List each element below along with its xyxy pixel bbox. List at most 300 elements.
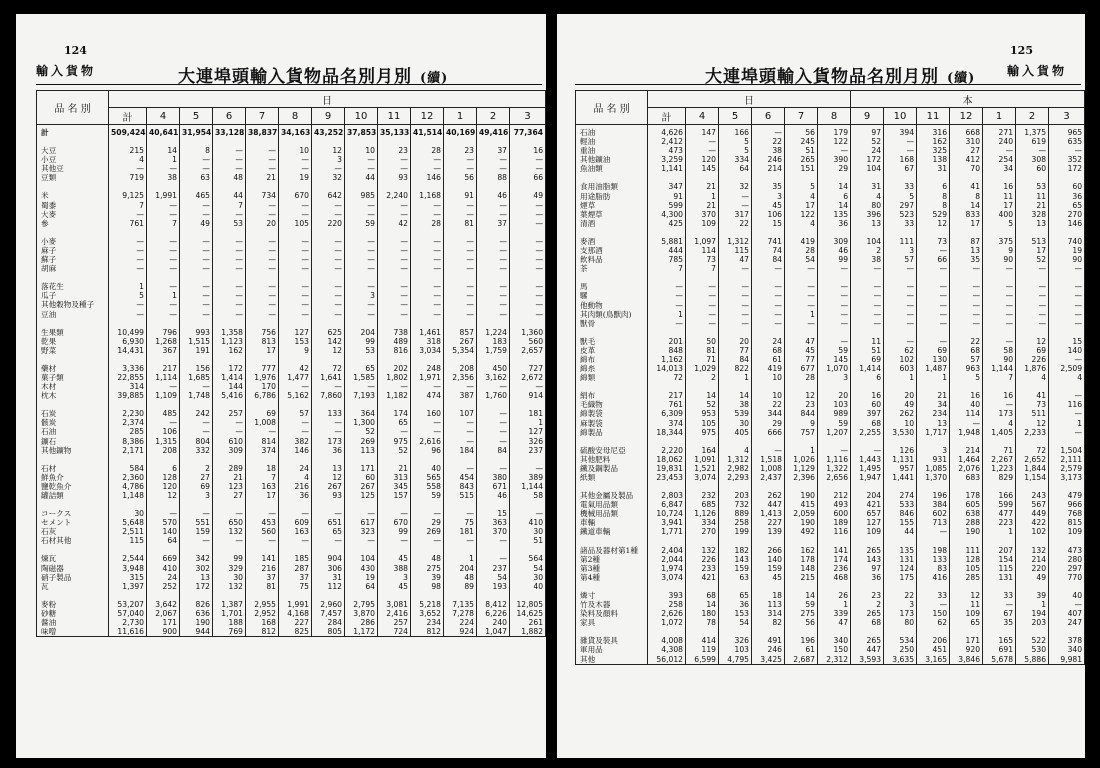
- month-cell: 14: [818, 182, 851, 191]
- month-cell: 419: [785, 237, 818, 246]
- month-cell: —: [686, 310, 719, 319]
- month-cell: 289: [213, 464, 246, 473]
- month-cell: 155: [884, 518, 917, 527]
- row-label: 車輛: [576, 518, 648, 527]
- month-cell: 62: [917, 618, 950, 627]
- month-cell: 13: [851, 219, 884, 228]
- month-column-header: 12: [950, 108, 983, 125]
- month-cell: 17: [950, 219, 983, 228]
- spacer-cell: [950, 582, 983, 591]
- spacer-cell: [510, 137, 546, 146]
- month-cell: —: [752, 264, 785, 273]
- month-cell: 262: [884, 409, 917, 418]
- table-row: [37, 554, 546, 563]
- month-cell: —: [444, 509, 477, 518]
- month-cell: —: [279, 237, 312, 246]
- month-cell: 15: [477, 509, 510, 518]
- month-cell: —: [378, 536, 411, 545]
- month-cell: 142: [312, 337, 345, 346]
- month-cell: 166: [719, 125, 752, 138]
- row-label: 石材其他: [37, 536, 109, 545]
- month-cell: 4: [719, 446, 752, 455]
- month-cell: 370: [686, 210, 719, 219]
- spacer-cell: [109, 500, 147, 509]
- month-cell: 6: [818, 192, 851, 201]
- month-cell: 274: [884, 491, 917, 500]
- month-cell: 1,114: [147, 373, 180, 382]
- month-cell: 29: [818, 164, 851, 173]
- row-label: 醤油: [37, 618, 109, 627]
- spacer-cell: [752, 328, 785, 337]
- total-cell: 10,499: [109, 328, 147, 337]
- spacer-cell: [884, 173, 917, 182]
- month-cell: 173: [884, 609, 917, 618]
- left-page: [16, 14, 546, 758]
- month-cell: 1,991: [279, 600, 312, 609]
- row-label: セメント: [37, 518, 109, 527]
- month-cell: 23: [785, 400, 818, 409]
- spacer-cell: [312, 228, 345, 237]
- month-cell: —: [444, 264, 477, 273]
- spacer-row: [37, 228, 546, 237]
- month-cell: 162: [213, 346, 246, 355]
- month-cell: —: [147, 210, 180, 219]
- month-cell: 1: [1049, 419, 1085, 428]
- month-cell: 1,518: [752, 455, 785, 464]
- month-cell: 59: [345, 219, 378, 228]
- spacer-cell: [109, 400, 147, 409]
- month-cell: 3,425: [752, 655, 785, 665]
- total-cell: 56,012: [648, 655, 686, 665]
- spacer-row: [576, 228, 1085, 237]
- spacer-cell: [312, 400, 345, 409]
- month-cell: 636: [180, 609, 213, 618]
- month-cell: 56: [444, 173, 477, 182]
- month-cell: 3: [180, 491, 213, 500]
- month-cell: 180: [686, 609, 719, 618]
- total-cell: 53,207: [109, 600, 147, 609]
- spacer-cell: [851, 537, 884, 546]
- table-row: [37, 536, 546, 545]
- table-row: [37, 446, 546, 455]
- spacer-cell: [312, 500, 345, 509]
- month-cell: 4: [279, 473, 312, 482]
- month-cell: 3,081: [378, 600, 411, 609]
- spacer-cell: [147, 455, 180, 464]
- spacer-row: [576, 273, 1085, 282]
- month-cell: 2,416: [378, 609, 411, 618]
- month-cell: 269: [411, 527, 444, 536]
- total-cell: —: [109, 210, 147, 219]
- month-cell: 275: [411, 564, 444, 573]
- spacer-cell: [510, 228, 546, 237]
- total-cell: 2,374: [109, 418, 147, 427]
- month-cell: —: [477, 210, 510, 219]
- month-cell: 2,111: [1049, 455, 1085, 464]
- spacer-cell: [950, 627, 983, 636]
- month-cell: 1,360: [510, 328, 546, 337]
- month-cell: 207: [983, 546, 1016, 555]
- spacer-cell: [147, 273, 180, 282]
- month-cell: 133: [917, 555, 950, 564]
- month-cell: —: [246, 282, 279, 291]
- row-label: 機械用品類: [576, 509, 648, 518]
- month-cell: —: [719, 319, 752, 328]
- month-cell: —: [477, 246, 510, 255]
- spacer-cell: [648, 582, 686, 591]
- month-cell: —: [444, 427, 477, 436]
- month-cell: 21: [686, 201, 719, 210]
- month-cell: 21: [1016, 201, 1049, 210]
- month-cell: —: [180, 237, 213, 246]
- spacer-cell: [477, 455, 510, 464]
- month-cell: —: [213, 427, 246, 436]
- month-cell: 407: [1049, 609, 1085, 618]
- month-cell: 30: [510, 573, 546, 582]
- month-cell: 410: [510, 518, 546, 527]
- month-cell: 814: [246, 437, 279, 446]
- month-cell: —: [950, 291, 983, 300]
- month-cell: 42: [279, 364, 312, 373]
- month-cell: 26: [818, 591, 851, 600]
- month-cell: 1,129: [785, 464, 818, 473]
- month-cell: 202: [378, 364, 411, 373]
- month-cell: 52: [345, 427, 378, 436]
- spacer-cell: [818, 437, 851, 446]
- table-row: [37, 282, 546, 291]
- month-cell: 120: [147, 482, 180, 491]
- month-cell: 193: [477, 582, 510, 591]
- spacer-cell: [851, 382, 884, 391]
- month-cell: 326: [510, 437, 546, 446]
- total-cell: 785: [648, 255, 686, 264]
- spacer-cell: [1049, 627, 1085, 636]
- month-cell: —: [884, 310, 917, 319]
- row-label: 家具: [576, 618, 648, 627]
- month-cell: 16: [983, 391, 1016, 400]
- row-label: 其他金屬及製品: [576, 491, 648, 500]
- spacer-cell: [37, 273, 109, 282]
- month-cell: 37: [477, 146, 510, 155]
- row-label: 重油: [576, 146, 648, 155]
- month-cell: 989: [818, 409, 851, 418]
- month-cell: 58: [983, 346, 1016, 355]
- month-cell: —: [180, 155, 213, 164]
- table-row: [576, 355, 1085, 364]
- month-cell: 309: [213, 446, 246, 455]
- month-cell: 734: [246, 191, 279, 200]
- row-label: 第4種: [576, 573, 648, 582]
- spacer-cell: [510, 400, 546, 409]
- month-cell: 1,504: [1049, 446, 1085, 455]
- month-cell: 33: [917, 591, 950, 600]
- month-cell: 826: [180, 600, 213, 609]
- table-row: [576, 264, 1085, 273]
- table-row: [37, 473, 546, 482]
- month-cell: 267: [444, 337, 477, 346]
- month-cell: 1,126: [686, 509, 719, 518]
- table-row: [576, 282, 1085, 291]
- month-cell: —: [917, 301, 950, 310]
- month-cell: —: [818, 446, 851, 455]
- month-cell: —: [686, 282, 719, 291]
- spacer-cell: [246, 500, 279, 509]
- spacer-cell: [884, 273, 917, 282]
- title-continued: (續): [947, 71, 976, 86]
- total-cell: 14,431: [109, 346, 147, 355]
- row-label: 麻製袋: [576, 419, 648, 428]
- month-cell: —: [378, 155, 411, 164]
- title-text: 大連埠頭輸入貨物品名別月別: [705, 67, 939, 87]
- month-cell: 237: [510, 446, 546, 455]
- spacer-cell: [950, 382, 983, 391]
- month-cell: 216: [246, 564, 279, 573]
- row-label: 計: [37, 125, 109, 138]
- total-cell: 4,308: [648, 645, 686, 654]
- row-label: 石灰: [37, 527, 109, 536]
- month-cell: 67: [983, 609, 1016, 618]
- month-cell: 19: [1049, 246, 1085, 255]
- month-cell: 430: [345, 564, 378, 573]
- month-cell: —: [312, 310, 345, 319]
- spacer-cell: [752, 482, 785, 491]
- month-cell: 130: [917, 355, 950, 364]
- month-cell: 145: [686, 164, 719, 173]
- total-cell: 2,511: [109, 527, 147, 536]
- month-cell: —: [917, 310, 950, 319]
- table-row: [576, 364, 1085, 373]
- spacer-cell: [950, 173, 983, 182]
- spacer-cell: [180, 273, 213, 282]
- month-cell: 93: [312, 491, 345, 500]
- total-cell: 4,626: [648, 125, 686, 138]
- month-cell: —: [686, 301, 719, 310]
- month-cell: —: [345, 264, 378, 273]
- month-cell: 198: [917, 546, 950, 555]
- spacer-cell: [246, 228, 279, 237]
- month-cell: —: [378, 291, 411, 300]
- spacer-cell: [378, 500, 411, 509]
- month-cell: 93: [378, 173, 411, 182]
- month-cell: 534: [884, 636, 917, 645]
- spacer-cell: [851, 173, 884, 182]
- table-row: [576, 546, 1085, 555]
- spacer-cell: [510, 355, 546, 364]
- spacer-cell: [752, 382, 785, 391]
- month-cell: 1,947: [851, 473, 884, 482]
- month-cell: 9,981: [1049, 655, 1085, 665]
- month-cell: 65: [950, 618, 983, 627]
- table-row: [37, 146, 546, 155]
- total-cell: 1,162: [648, 355, 686, 364]
- month-cell: —: [510, 509, 546, 518]
- month-cell: —: [1049, 291, 1085, 300]
- total-cell: 2,412: [648, 137, 686, 146]
- month-cell: —: [213, 509, 246, 518]
- month-cell: 68: [950, 346, 983, 355]
- spacer-cell: [851, 228, 884, 237]
- table-row: [576, 291, 1085, 300]
- month-cell: 38,837: [246, 125, 279, 138]
- month-cell: —: [345, 255, 378, 264]
- spacer-cell: [884, 382, 917, 391]
- month-cell: 657: [851, 509, 884, 518]
- total-cell: —: [109, 246, 147, 255]
- spacer-cell: [884, 482, 917, 491]
- month-cell: 3: [917, 446, 950, 455]
- month-cell: —: [213, 418, 246, 427]
- title-continued: (續): [420, 71, 449, 86]
- month-cell: 1,144: [983, 364, 1016, 373]
- month-cell: 523: [884, 210, 917, 219]
- month-cell: 226: [686, 555, 719, 564]
- month-cell: 668: [950, 125, 983, 138]
- month-cell: —: [444, 237, 477, 246]
- month-cell: —: [378, 201, 411, 210]
- total-cell: 6,309: [648, 409, 686, 418]
- row-label: 其他鑛物: [37, 446, 109, 455]
- table-row: [576, 564, 1085, 573]
- row-label: 小麥: [37, 237, 109, 246]
- spacer-cell: [37, 182, 109, 191]
- month-cell: 40: [1049, 591, 1085, 600]
- spacer-cell: [279, 355, 312, 364]
- row-label: 大麥: [37, 210, 109, 219]
- month-cell: —: [752, 282, 785, 291]
- month-cell: 14: [818, 201, 851, 210]
- spacer-cell: [444, 591, 477, 600]
- month-cell: 150: [818, 645, 851, 654]
- spacer-cell: [147, 400, 180, 409]
- month-cell: 2,233: [1016, 428, 1049, 437]
- month-cell: 131: [884, 555, 917, 564]
- month-cell: —: [213, 246, 246, 255]
- spacer-cell: [246, 455, 279, 464]
- spacer-cell: [213, 400, 246, 409]
- month-cell: 49,416: [477, 125, 510, 138]
- month-cell: 45: [752, 573, 785, 582]
- row-label: 煉瓦: [37, 554, 109, 563]
- spacer-row: [37, 319, 546, 328]
- month-cell: 36: [719, 600, 752, 609]
- month-cell: —: [213, 164, 246, 173]
- month-cell: 99: [345, 337, 378, 346]
- month-cell: 558: [411, 482, 444, 491]
- month-cell: 172: [180, 582, 213, 591]
- month-cell: 741: [752, 237, 785, 246]
- spacer-cell: [884, 537, 917, 546]
- month-cell: 77,364: [510, 125, 546, 138]
- row-label: 胡麻: [37, 264, 109, 273]
- month-cell: 38: [147, 173, 180, 182]
- month-cell: 23: [378, 146, 411, 155]
- month-cell: 12: [1016, 419, 1049, 428]
- month-cell: 147: [686, 125, 719, 138]
- month-cell: —: [378, 246, 411, 255]
- month-column-header: 6: [213, 108, 246, 125]
- spacer-cell: [917, 437, 950, 446]
- month-cell: 96: [411, 446, 444, 455]
- spacer-cell: [246, 545, 279, 554]
- month-cell: 13: [180, 573, 213, 582]
- spacer-cell: [477, 273, 510, 282]
- spacer-cell: [411, 182, 444, 191]
- month-cell: 27: [180, 473, 213, 482]
- month-cell: 7,457: [312, 609, 345, 618]
- month-cell: 164: [686, 446, 719, 455]
- month-cell: 83: [917, 564, 950, 573]
- table-row: [37, 437, 546, 446]
- month-cell: 30: [213, 573, 246, 582]
- month-cell: 364: [345, 409, 378, 418]
- spacer-cell: [411, 355, 444, 364]
- spacer-cell: [785, 537, 818, 546]
- month-cell: 56: [785, 125, 818, 138]
- month-cell: 37: [477, 219, 510, 228]
- month-cell: 914: [510, 391, 546, 400]
- row-label: 鐵道車輛: [576, 527, 648, 536]
- month-cell: —: [378, 264, 411, 273]
- spacer-cell: [345, 137, 378, 146]
- month-cell: 1,414: [851, 364, 884, 373]
- row-label: 蜀黍: [37, 201, 109, 210]
- month-cell: 234: [411, 618, 444, 627]
- month-cell: 40: [510, 582, 546, 591]
- month-cell: 48: [411, 554, 444, 563]
- month-cell: 7: [983, 373, 1016, 382]
- spacer-cell: [147, 137, 180, 146]
- month-cell: 34,163: [279, 125, 312, 138]
- table-row: [576, 301, 1085, 310]
- spacer-row: [576, 328, 1085, 337]
- month-cell: 24: [752, 337, 785, 346]
- month-cell: 975: [686, 428, 719, 437]
- month-cell: 109: [686, 219, 719, 228]
- table-row: [37, 246, 546, 255]
- month-cell: 106: [147, 427, 180, 436]
- month-cell: —: [818, 301, 851, 310]
- row-label: 茶: [576, 264, 648, 273]
- month-cell: —: [213, 536, 246, 545]
- spacer-cell: [444, 455, 477, 464]
- month-cell: 59: [411, 491, 444, 500]
- month-cell: 47: [719, 255, 752, 264]
- spacer-cell: [1016, 273, 1049, 282]
- spacer-cell: [1049, 273, 1085, 282]
- month-cell: 3,652: [411, 609, 444, 618]
- month-cell: —: [477, 464, 510, 473]
- month-cell: 265: [851, 546, 884, 555]
- month-cell: 63: [719, 573, 752, 582]
- month-cell: —: [444, 310, 477, 319]
- table-row: [576, 219, 1085, 228]
- total-cell: 584: [109, 464, 147, 473]
- month-cell: 396: [851, 210, 884, 219]
- month-cell: —: [378, 310, 411, 319]
- month-cell: 64: [345, 582, 378, 591]
- month-cell: 124: [884, 564, 917, 573]
- month-cell: 157: [378, 491, 411, 500]
- month-column-header: 9: [851, 108, 884, 125]
- spacer-cell: [510, 273, 546, 282]
- month-cell: 172: [851, 155, 884, 164]
- running-head: 輸入貨物: [36, 64, 97, 78]
- month-cell: 22: [884, 591, 917, 600]
- month-cell: 90: [983, 355, 1016, 364]
- month-cell: 10: [279, 146, 312, 155]
- spacer-cell: [378, 273, 411, 282]
- total-cell: 1: [109, 282, 147, 291]
